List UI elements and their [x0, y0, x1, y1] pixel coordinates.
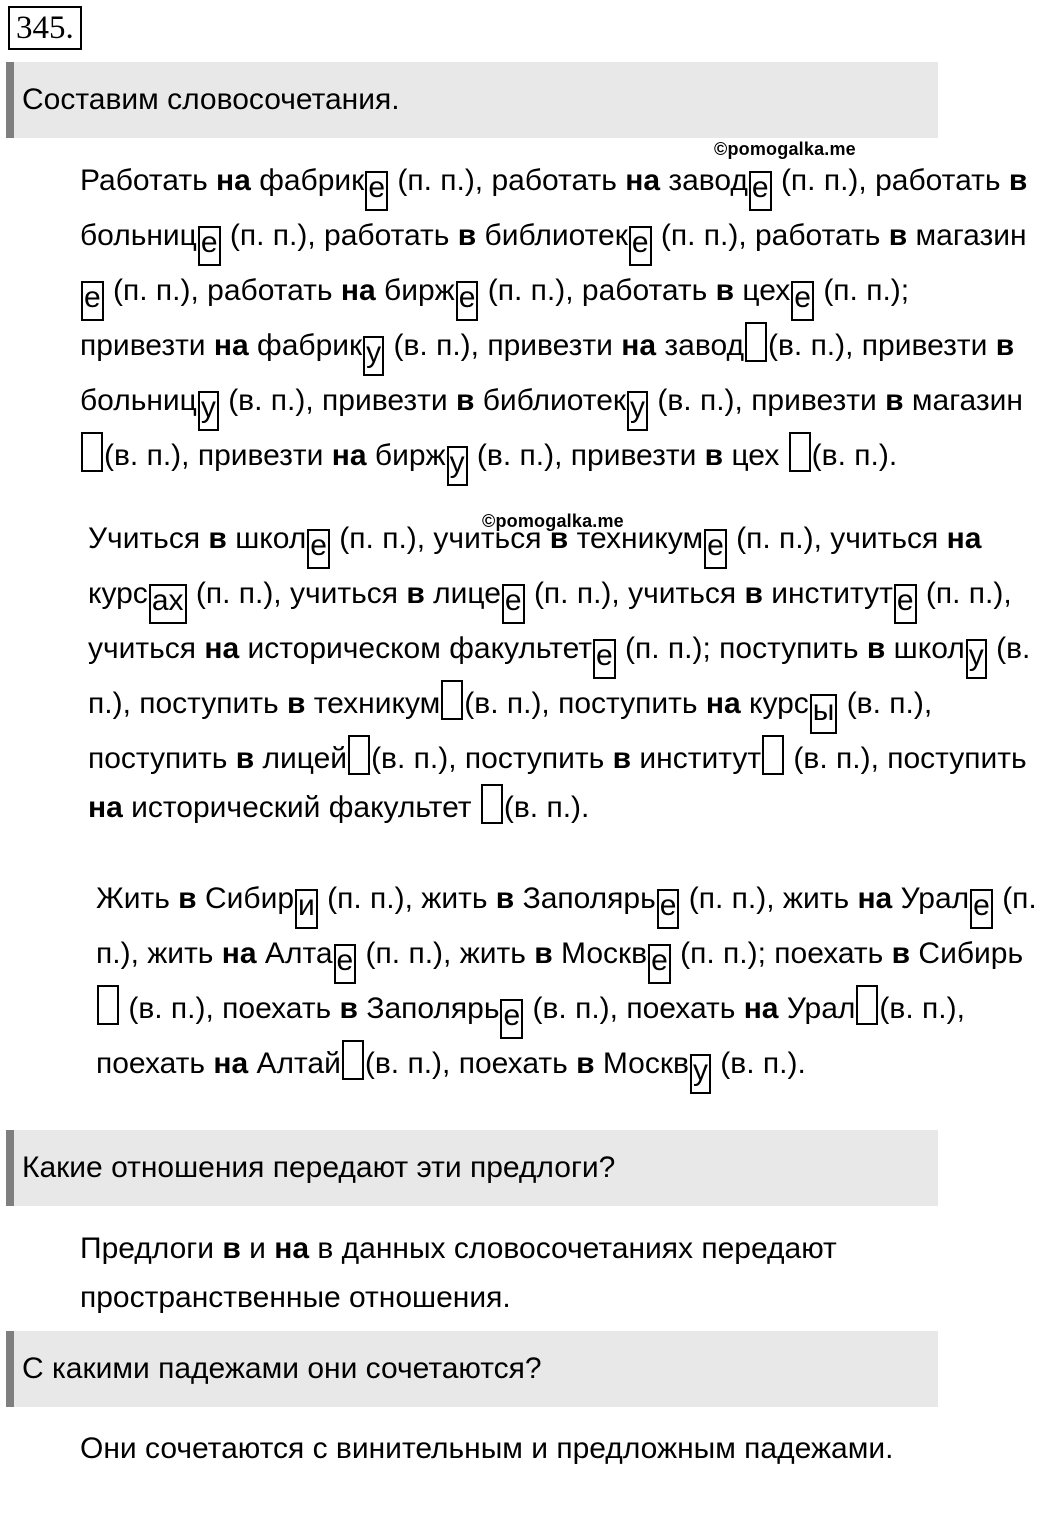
answer-1: Предлоги в и на в данных словосочетаниях передают пространственные отношения.: [80, 1232, 837, 1314]
question-1: Составим словосочетания.: [6, 62, 938, 138]
paragraph-study: Учиться в школ е (п. п.), учиться в техникум е (п. п.), учиться на курс ах (п. п.), учиться в лице е (п. п.), учиться в институт е (п. п.), учиться на историческом факультет е (п. п.); поступить в школ у (в. п.), поступить в техникум (в. п.), поступить на курс ы (в. п.), поступить в лицей (в. п.), поступить в институт (в. п.), поступить на исторический факультет (в. п.).: [88, 522, 1031, 824]
exercise-number: 345.: [8, 6, 82, 50]
paragraph-work: Работать на фабрик е (п. п.), работать на завод е (п. п.), работать в больниц е (п. п.), работать в библиотек е (п. п.), работать в магазине (п. п.), работать на бирж е (п. п.), работать в цех е (п. п.); привезти на фабрик у (в. п.), привезти на завод (в. п.), привезти в больниц у (в. п.), привезти в библиотек у (в. п.), привезти в магазин(в. п.), привезти на бирж у (в. п.), привезти в цех (в. п.).: [6, 156, 1028, 486]
watermark: ©pomogalka.me: [482, 511, 624, 531]
question-2: Какие отношения передают эти предлоги?: [6, 1130, 938, 1206]
answer-2: Они сочетаются с винительным и предложным падежами.: [80, 1432, 894, 1465]
question-3: С какими падежами они сочетаются?: [6, 1331, 938, 1407]
paragraph-live: Жить в Сибир и (п. п.), жить в Заполярь е (п. п.), жить на Урал е (п. п.), жить на Алта е (п. п.), жить в Москв е (п. п.); поехать в Сибирь (в. п.), поехать в Заполярь е (в. п.), поехать на Урал (в. п.), поехать на Алтай (в. п.), поехать в Москв у (в. п.).: [6, 874, 1044, 1094]
watermark: ©pomogalka.me: [714, 139, 856, 159]
